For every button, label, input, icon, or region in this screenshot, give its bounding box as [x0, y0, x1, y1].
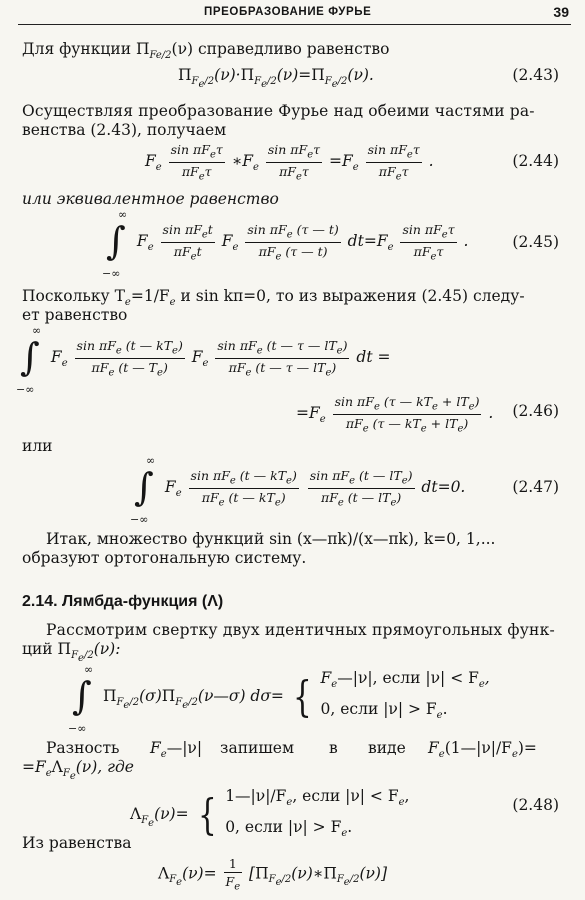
equation-number-2-47: (2.47)	[512, 478, 559, 496]
header-title: ПРЕОБРАЗОВАНИЕ ФУРЬЕ	[204, 6, 372, 18]
equation-number-2-43: (2.43)	[512, 66, 559, 84]
case-2: 0, если $|\nu| > F_e$.	[320, 700, 448, 722]
paragraph-8-line-2: $=F_e\Lambda_{F_e}(\nu)$, где	[22, 758, 134, 783]
paragraph-3: или эквивалентное равенство	[22, 190, 279, 208]
equation-2-45: ∞ ∫ −∞ $F_e$ $\frac{\sin \pi F_et}{\pi F_et}$ $F_e$ $\frac{\sin \pi F_e (\tau — t)}{\pi F_e (\tau — t)}$ $dt=F_e$ $\frac{\sin \pi F_e\tau}{\pi F_e\tau}$ .	[102, 208, 469, 280]
equation-number-2-48: (2.48)	[512, 796, 559, 814]
equation-lambda-definition: $\Lambda_{F_e}(\nu)=$ $\frac{1}{F_e}$ $[\Pi_{F_e/2}(\nu)∗\Pi_{F_e/2}(\nu)]$	[158, 856, 388, 893]
paragraph-9: Из равенства	[22, 834, 132, 852]
equation-number-2-46: (2.46)	[512, 402, 559, 420]
paragraph-6-line-1: Итак, множество функций sin (x—πk)/(x—πk), k=0, 1,...	[46, 530, 496, 548]
paragraph-7-line-1: Рассмотрим свертку двух идентичных прямоугольных функ-	[46, 621, 555, 639]
equation-convolution: ∞ ∫ −∞ $\Pi_{F_e/2}(\sigma)\Pi_{F_e/2}(\nu—\sigma)$ dσ= { $F_e—|\nu|$, если $|\nu| < F_e$, 0, если $|\nu| > F_e$.	[68, 663, 490, 736]
lambda-case-1: $1—|\nu|/F_e$, если $|\nu| < F_e$,	[225, 787, 410, 809]
paragraph-1: Для функции $\Pi_{Fe/2}(\nu)$ справедливо равенство	[22, 40, 390, 62]
paragraph-2-line-2: венства (2.43), получаем	[22, 121, 227, 139]
equation-2-46-line-2: $=F_e$ $\frac{\sin \pi F_e (\tau — kT_e + lT_e)}{\pi F_e (\tau — kT_e + lT_e)}$ .	[296, 394, 494, 434]
equation-2-47: ∞ ∫ −∞ $F_e$ $\frac{\sin \pi F_e (t — kT_e)}{\pi F_e (t — kT_e)}$ $\frac{\sin \pi F_e (t — lT_e)}{\pi F_e (t — lT_e)}$ dt=0.	[130, 454, 466, 526]
paragraph-2-line-1: Осуществляя преобразование Фурье над обеими частями ра-	[22, 102, 535, 120]
paragraph-4-line-2: ет равенство	[22, 306, 128, 324]
equation-2-46-line-1: ∞ ∫ −∞ $F_e$ $\frac{\sin \pi F_e (t — kT_e)}{\pi F_e (t — T_e)}$ $F_e$ $\frac{\sin \pi F_e (t — \tau — lT_e)}{\pi F_e (t — \tau — lT_e)}$ dt =	[16, 324, 391, 396]
paragraph-8-line-1: Разность $F_e—|\nu|$ запишем в виде $F_e(1—|\nu|/F_e)=$	[46, 739, 537, 761]
equation-number-2-45: (2.45)	[512, 233, 559, 251]
paragraph-6-line-2: образуют ортогональную систему.	[22, 549, 307, 567]
equation-2-44: $F_e$ $\frac{\sin \pi F_e\tau}{\pi F_e\tau}$ $∗F_e$ $\frac{\sin \pi F_e\tau}{\pi F_e\tau}$ $=F_e$ $\frac{\sin \pi F_e\tau}{\pi F_e\tau}$ .	[145, 142, 434, 182]
section-heading: 2.14. Лямбда-функция (Λ)	[22, 593, 224, 610]
running-header	[18, 4, 571, 25]
lambda-case-2: 0, если $|\nu| > F_e$.	[225, 818, 353, 840]
equation-2-43: $\Pi_{F_e/2}(\nu)\cdot\Pi_{F_e/2}(\nu)=\Pi_{F_e/2}(\nu)$.	[178, 66, 374, 91]
equation-2-48: $\Lambda_{F_e}(\nu)=$ { $1—|\nu|/F_e$, если $|\nu| < F_e$, 0, если $|\nu| > F_e$.	[130, 787, 410, 840]
equation-number-2-44: (2.44)	[512, 152, 559, 170]
case-1: $F_e—|\nu|$, если $|\nu| < F_e$,	[320, 669, 490, 691]
paragraph-5: или	[22, 437, 53, 455]
page-number: 39	[553, 4, 569, 20]
paragraph-4-line-1: Поскольку $T_e=1/F_e$ и sin kπ=0, то из выражения (2.45) следу-	[22, 287, 525, 309]
paragraph-7-line-2: ций $\Pi_{F_e/2}(\nu)$:	[22, 640, 121, 665]
